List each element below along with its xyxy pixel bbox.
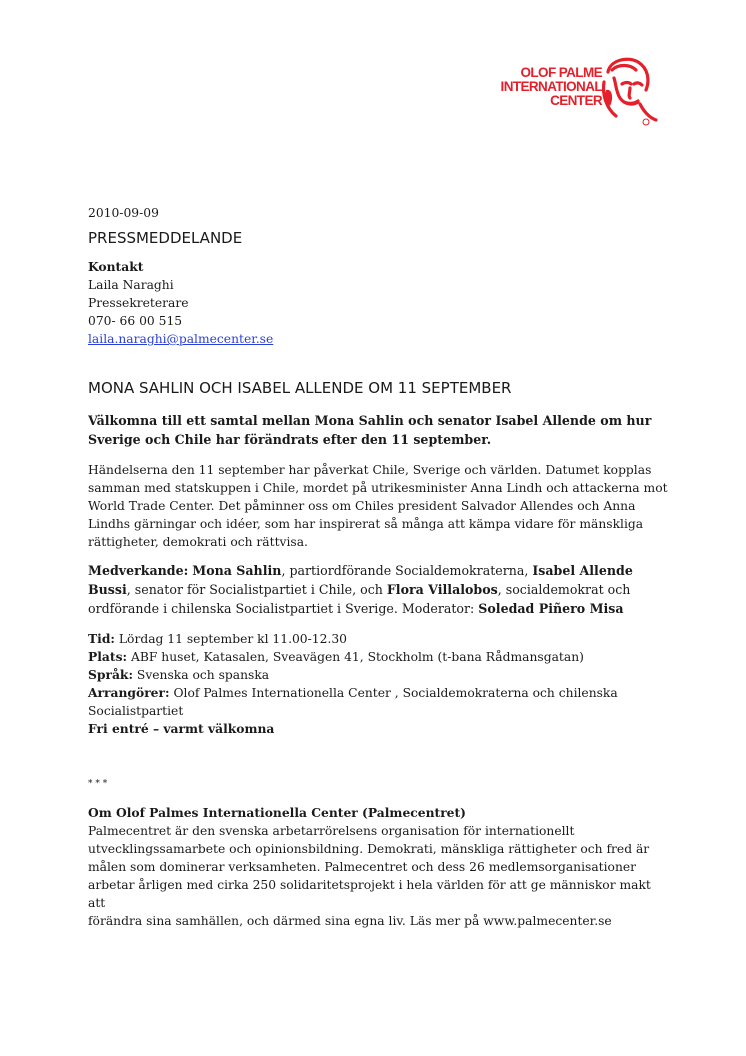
lead-paragraph bbox=[88, 411, 668, 449]
contact-email-link[interactable]: laila.naraghi@palmecenter.se bbox=[88, 332, 274, 346]
logo-line-2: INTERNATIONAL bbox=[500, 79, 602, 94]
headline: MONA SAHLIN OCH ISABEL ALLENDE OM 11 SEPTEMBER bbox=[88, 379, 512, 397]
contact-phone: 070- 66 00 515 bbox=[88, 314, 183, 328]
contact-role: Pressekreterare bbox=[88, 296, 189, 310]
participant-2-desc: , senator för Socialistpartiet i Chile, och bbox=[126, 582, 387, 597]
about-line: Palmecentret är den svenska arbetarrörelsens organisation för internationellt bbox=[88, 824, 575, 838]
about-line: utvecklingssamarbete och opinionsbildning. Demokrati, mänskliga rättigheter och fred är bbox=[88, 842, 650, 856]
participant-2: Isabel Allende bbox=[532, 563, 633, 578]
olof-palme-logo bbox=[458, 52, 658, 132]
participant-3: Flora Villalobos bbox=[386, 582, 498, 597]
language-label: Språk: bbox=[88, 667, 133, 682]
event-details bbox=[88, 630, 668, 738]
logo-line-1: OLOF PALME bbox=[520, 65, 602, 80]
contact-heading: Kontakt bbox=[88, 259, 144, 274]
palme-portrait-icon bbox=[594, 54, 658, 130]
participant-2-cont: Bussi bbox=[88, 582, 127, 597]
separator: * * * bbox=[88, 779, 108, 789]
participants-label: Medverkande: bbox=[88, 563, 189, 578]
about-line: målen som dominerar verksamheten. Palmecentret och dess 26 medlemsorganisationer bbox=[88, 860, 637, 874]
lead-line: Sverige och Chile har förändrats efter den 11 september. bbox=[88, 432, 492, 447]
body-line: Händelserna den 11 september har påverkat Chile, Sverige och världen. Datumet kopplas bbox=[88, 463, 652, 477]
release-date: 2010-09-09 bbox=[88, 206, 159, 220]
participant-3-desc-cont: ordförande i chilenska Socialistpartiet i Sverige. Moderator: bbox=[88, 601, 479, 616]
body-line: samman med statskuppen i Chile, mordet på utrikesminister Anna Lindh och attackerna mot bbox=[88, 481, 668, 495]
free-entry: Fri entré – varmt välkomna bbox=[88, 721, 275, 736]
language-value: Svenska och spanska bbox=[133, 668, 270, 682]
about-heading: Om Olof Palmes Internationella Center (Palmecentret) bbox=[88, 805, 467, 820]
body-line: Lindhs gärningar och idéer, som har inspirerat så många att kämpa vidare för mänskliga bbox=[88, 517, 644, 531]
time-value: Lördag 11 september kl 11.00-12.30 bbox=[114, 632, 347, 646]
about-line: arbetar årligen med cirka 250 solidaritetsprojekt i hela världen för att ge människor makt att bbox=[88, 878, 651, 910]
participant-3-desc: , socialdemokrat och bbox=[497, 582, 631, 597]
moderator: Soledad Piñero Misa bbox=[478, 601, 624, 616]
participant-1-desc: , partiordförande Socialdemokraterna, bbox=[281, 563, 533, 578]
organizers-value-cont: Socialistpartiet bbox=[88, 704, 184, 718]
body-line: World Trade Center. Det påminner oss om Chiles president Salvador Allendes och Anna bbox=[88, 499, 636, 513]
logo-text bbox=[501, 66, 602, 108]
time-label: Tid: bbox=[88, 631, 115, 646]
participant-1: Mona Sahlin bbox=[192, 563, 282, 578]
organizers-value: Olof Palmes Internationella Center , Socialdemokraterna och chilenska bbox=[169, 686, 618, 700]
about-line: förändra sina samhällen, och därmed sina egna liv. Läs mer på www.palmecenter.se bbox=[88, 914, 612, 928]
participants-paragraph bbox=[88, 561, 668, 618]
contact-block bbox=[88, 258, 668, 348]
about-section bbox=[88, 804, 668, 930]
press-release bbox=[88, 204, 668, 930]
logo-line-3: CENTER bbox=[550, 93, 602, 108]
document-type: PRESSMEDDELANDE bbox=[88, 229, 243, 247]
contact-name: Laila Naraghi bbox=[88, 278, 174, 292]
place-label: Plats: bbox=[88, 649, 128, 664]
body-paragraph bbox=[88, 461, 668, 551]
lead-line: Välkomna till ett samtal mellan Mona Sahlin och senator Isabel Allende om hur bbox=[88, 413, 652, 428]
organizers-label: Arrangörer: bbox=[88, 685, 170, 700]
place-value: ABF huset, Katasalen, Sveavägen 41, Stockholm (t-bana Rådmansgatan) bbox=[127, 650, 584, 664]
body-line: rättigheter, demokrati och rättvisa. bbox=[88, 535, 308, 549]
